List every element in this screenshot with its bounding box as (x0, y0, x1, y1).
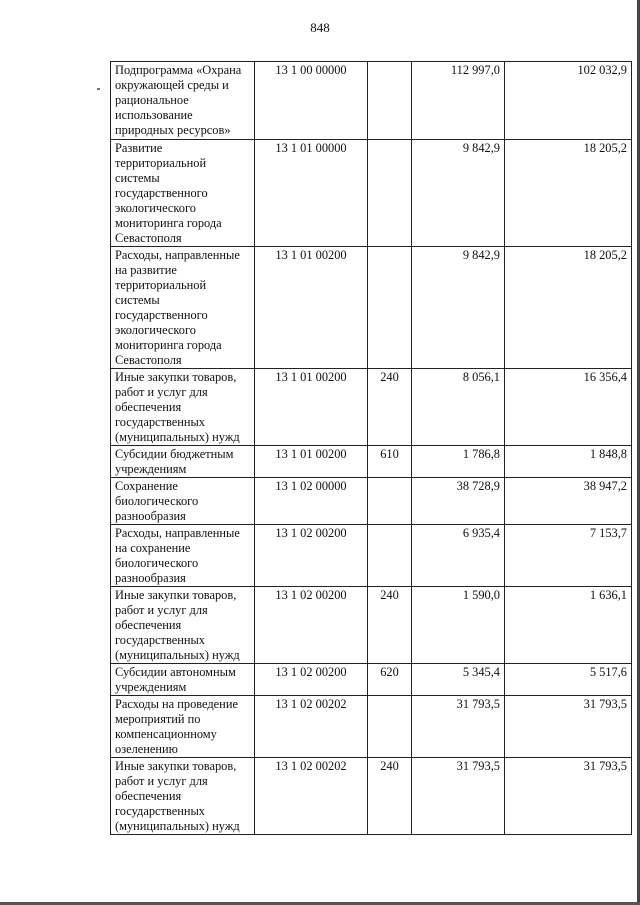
budget-table (110, 61, 632, 835)
row-code-cell: 13 1 02 00200 (255, 525, 368, 587)
row-name-cell: Расходы, направленные на сохранение биологического разнообразия (111, 525, 255, 587)
row-type-cell: 610 (368, 446, 412, 478)
row-value-a-cell: 38 728,9 (412, 478, 505, 525)
row-value-a-cell: 112 997,0 (412, 62, 505, 140)
row-value-b-cell: 31 793,5 (505, 758, 632, 835)
row-value-a-cell: 9 842,9 (412, 140, 505, 247)
row-code-cell: 13 1 02 00200 (255, 587, 368, 664)
row-value-a-cell: 31 793,5 (412, 758, 505, 835)
row-value-a-cell: 8 056,1 (412, 369, 505, 446)
table-row (111, 664, 632, 696)
row-type-cell (368, 140, 412, 247)
row-value-b-cell: 1 636,1 (505, 587, 632, 664)
row-name-cell: Развитие территориальной системы государственного экологического мониторинга города Севастополя (111, 140, 255, 247)
scan-speck (97, 88, 100, 90)
row-name-cell: Субсидии автономным учреждениям (111, 664, 255, 696)
row-type-cell: 620 (368, 664, 412, 696)
row-name-cell: Иные закупки товаров, работ и услуг для обеспечения государственных (муниципальных) нужд (111, 587, 255, 664)
row-code-cell: 13 1 02 00202 (255, 696, 368, 758)
table-row (111, 369, 632, 446)
row-type-cell (368, 525, 412, 587)
row-name-cell: Субсидии бюджетным учреждениям (111, 446, 255, 478)
row-name-cell: Расходы, направленные на развитие территориальной системы государственного экологического мониторинга города Севастополя (111, 247, 255, 369)
row-name-cell: Расходы на проведение мероприятий по компенсационному озеленению (111, 696, 255, 758)
row-code-cell: 13 1 00 00000 (255, 62, 368, 140)
table-row (111, 247, 632, 369)
row-name-cell: Иные закупки товаров, работ и услуг для обеспечения государственных (муниципальных) нужд (111, 369, 255, 446)
table-row (111, 140, 632, 247)
row-value-a-cell: 6 935,4 (412, 525, 505, 587)
row-type-cell (368, 62, 412, 140)
row-type-cell: 240 (368, 758, 412, 835)
table-row (111, 446, 632, 478)
row-code-cell: 13 1 01 00000 (255, 140, 368, 247)
row-type-cell (368, 478, 412, 525)
row-name-cell: Сохранение биологического разнообразия (111, 478, 255, 525)
page-number: 848 (310, 20, 330, 35)
row-code-cell: 13 1 02 00200 (255, 664, 368, 696)
row-code-cell: 13 1 01 00200 (255, 446, 368, 478)
row-type-cell (368, 696, 412, 758)
row-code-cell: 13 1 01 00200 (255, 247, 368, 369)
row-code-cell: 13 1 02 00000 (255, 478, 368, 525)
row-value-b-cell: 38 947,2 (505, 478, 632, 525)
row-type-cell: 240 (368, 369, 412, 446)
row-value-b-cell: 18 205,2 (505, 140, 632, 247)
row-code-cell: 13 1 01 00200 (255, 369, 368, 446)
row-name-cell: Иные закупки товаров, работ и услуг для обеспечения государственных (муниципальных) нужд (111, 758, 255, 835)
row-value-a-cell: 1 590,0 (412, 587, 505, 664)
row-value-a-cell: 9 842,9 (412, 247, 505, 369)
row-value-b-cell: 5 517,6 (505, 664, 632, 696)
row-value-b-cell: 1 848,8 (505, 446, 632, 478)
table-row (111, 525, 632, 587)
row-value-a-cell: 31 793,5 (412, 696, 505, 758)
table-row (111, 758, 632, 835)
row-value-a-cell: 5 345,4 (412, 664, 505, 696)
budget-table-body (111, 62, 632, 835)
table-row (111, 478, 632, 525)
row-value-a-cell: 1 786,8 (412, 446, 505, 478)
row-type-cell: 240 (368, 587, 412, 664)
row-value-b-cell: 16 356,4 (505, 369, 632, 446)
table-row (111, 587, 632, 664)
row-value-b-cell: 7 153,7 (505, 525, 632, 587)
row-name-cell: Подпрограмма «Охрана окружающей среды и рациональное использование природных ресурсов» (111, 62, 255, 140)
table-row (111, 696, 632, 758)
row-value-b-cell: 18 205,2 (505, 247, 632, 369)
table-row (111, 62, 632, 140)
row-value-b-cell: 31 793,5 (505, 696, 632, 758)
row-code-cell: 13 1 02 00202 (255, 758, 368, 835)
row-value-b-cell: 102 032,9 (505, 62, 632, 140)
row-type-cell (368, 247, 412, 369)
